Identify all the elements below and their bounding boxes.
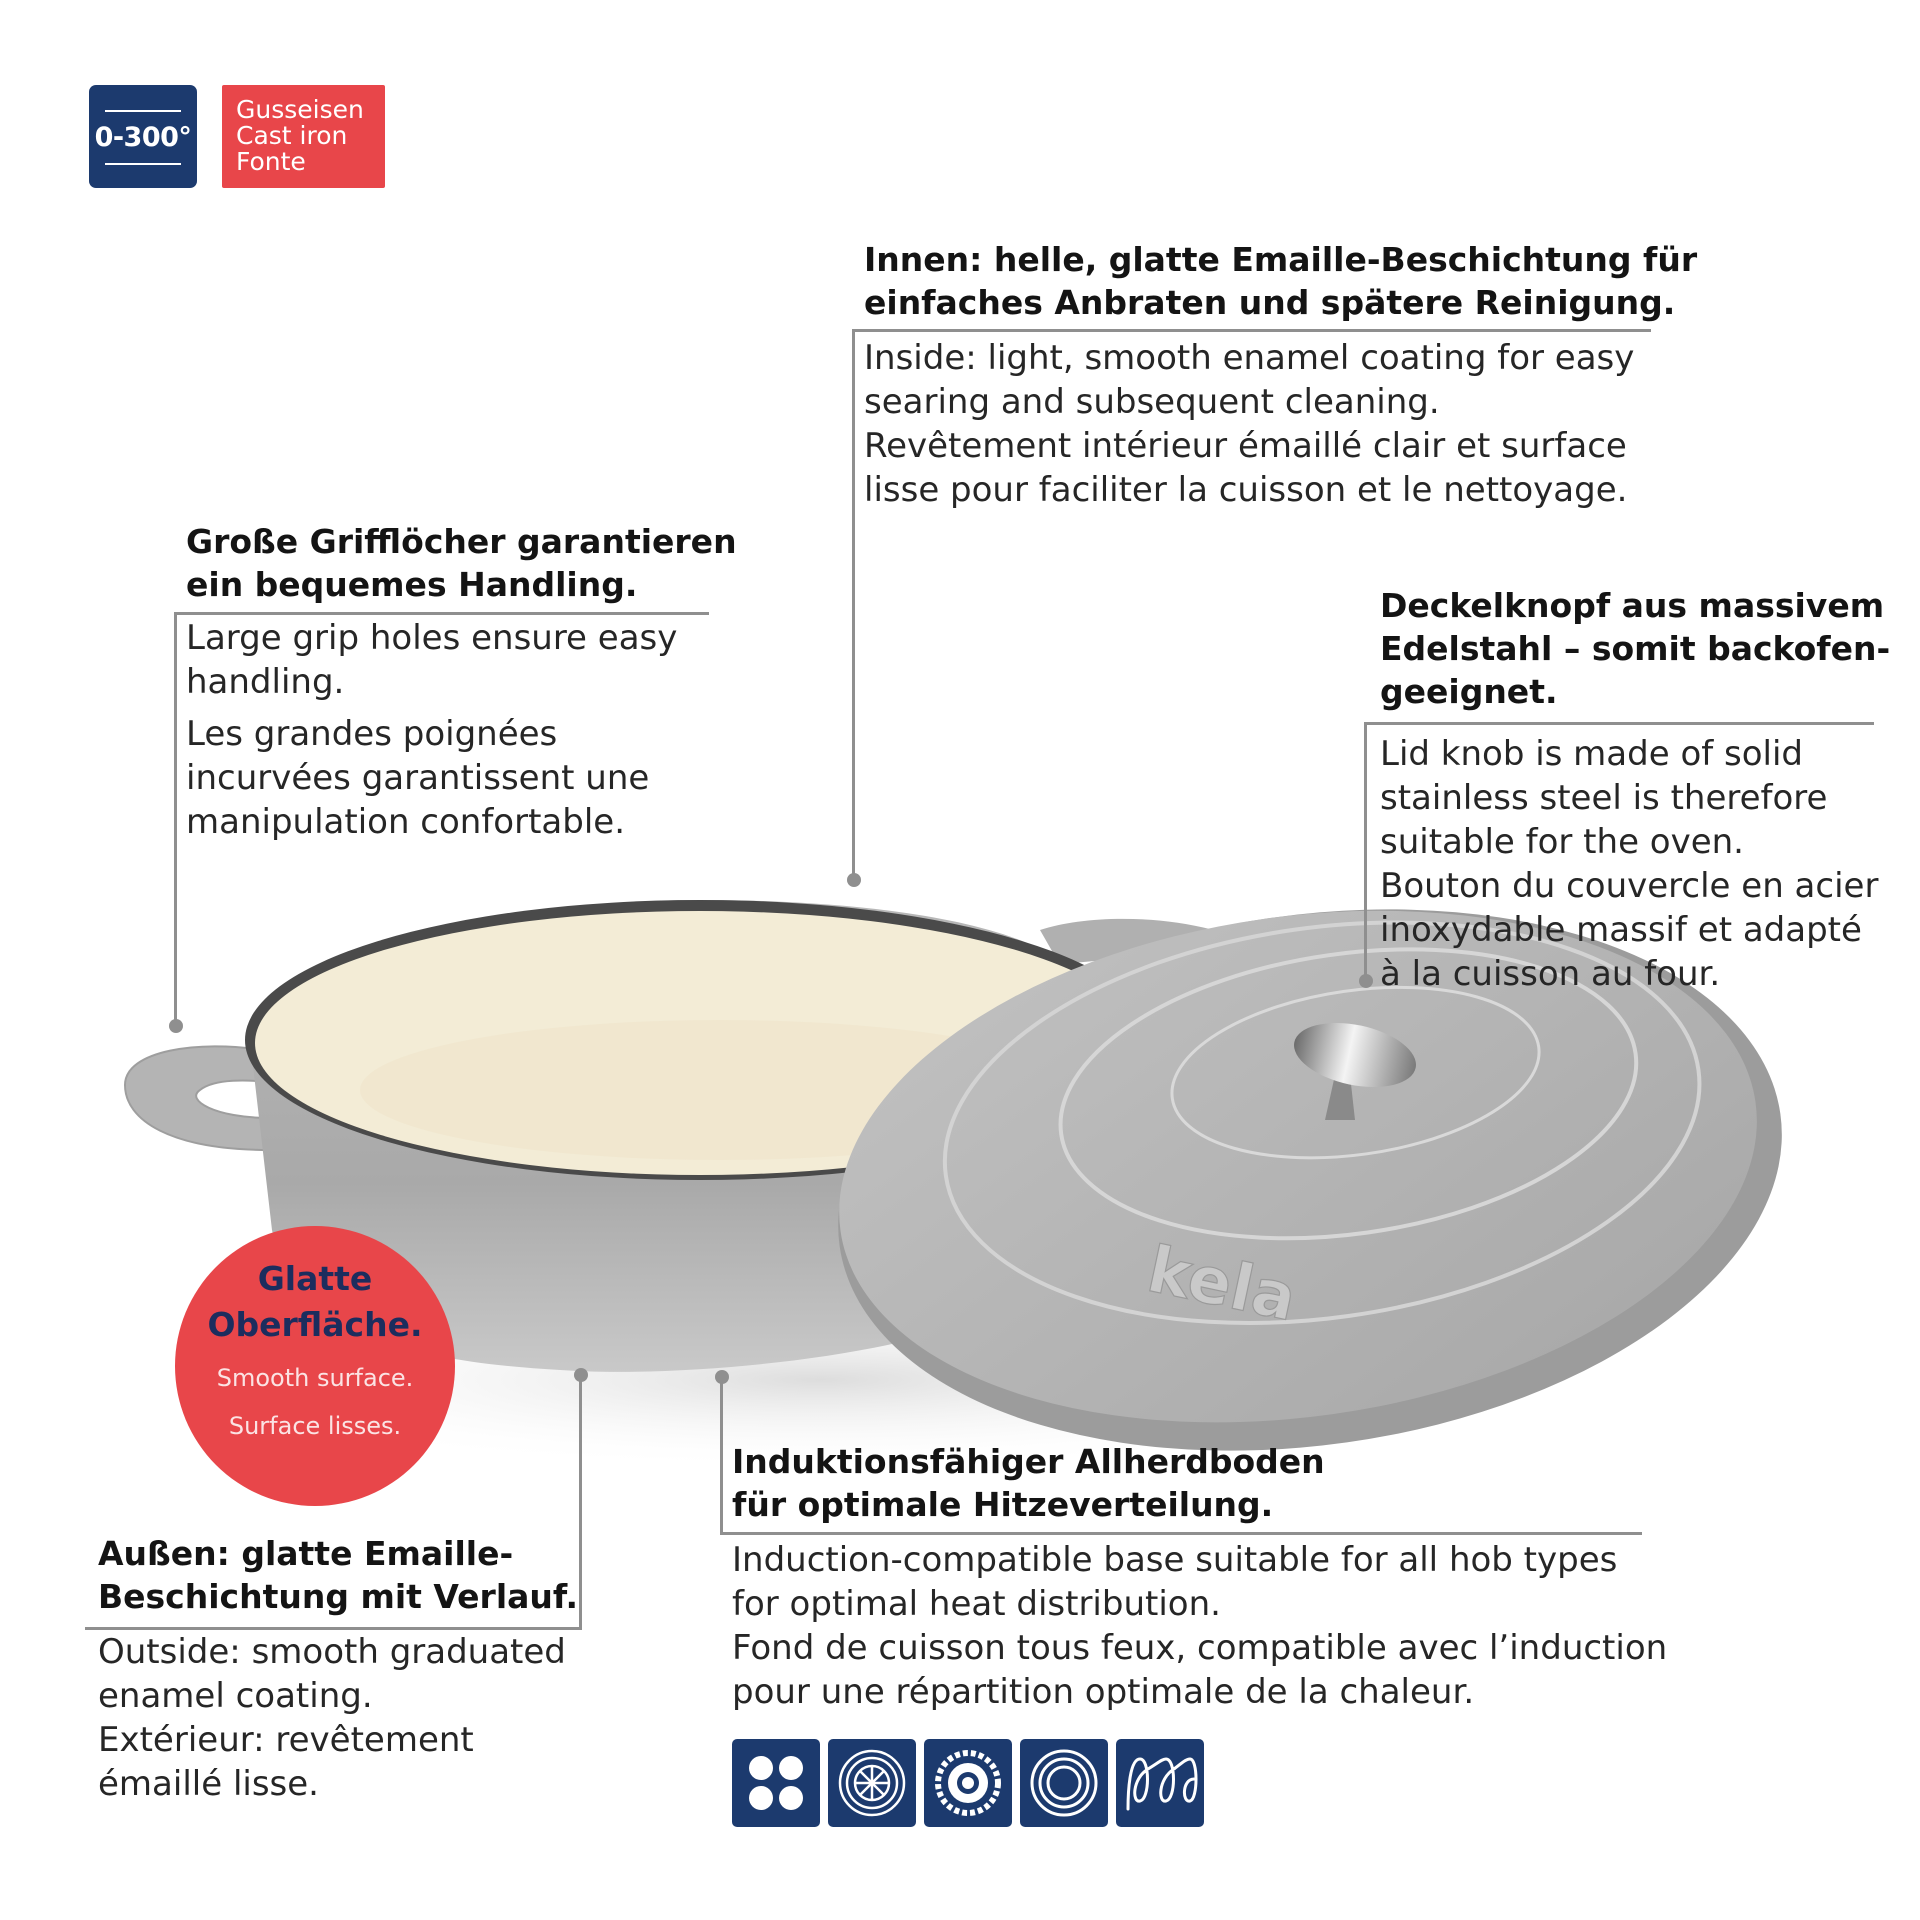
- knob-body-line-5: inoxydable massif et adapté: [1380, 910, 1862, 950]
- knob-body: [1380, 732, 1878, 996]
- knob-leader-dot: [1359, 974, 1373, 988]
- outside-body: [98, 1630, 566, 1806]
- inside-heading-line-1: Innen: helle, glatte Emaille-Beschichtung für: [864, 240, 1698, 279]
- inside-leader: [852, 329, 855, 881]
- knob-body-line-6: à la cuisson au four.: [1380, 954, 1721, 994]
- handles-leader: [174, 612, 177, 1024]
- knob-heading-line-2: Edelstahl – somit backofen-: [1380, 629, 1891, 668]
- knob-callout: [1380, 584, 1890, 713]
- knob-rule: [1364, 722, 1874, 725]
- inside-body-line-3: Revêtement intérieur émaillé clair et surface: [864, 426, 1627, 466]
- temperature-range: 0-300°: [94, 122, 192, 153]
- outside-callout: [98, 1532, 578, 1618]
- outside-leader-dot: [574, 1368, 588, 1382]
- knob-body-line-2: stainless steel is therefore: [1380, 778, 1828, 818]
- seal-fr: Surface lisses.: [228, 1412, 402, 1440]
- outside-body-line-4: émaillé lisse.: [98, 1764, 319, 1804]
- base-heading-line-1: Induktionsfähiger Allherdboden: [732, 1442, 1325, 1481]
- knob-leader: [1364, 722, 1367, 982]
- seal-title-line-1: Glatte: [257, 1259, 373, 1298]
- outside-leader: [579, 1373, 582, 1630]
- handles-body-en-1: Large grip holes ensure easy: [186, 618, 678, 658]
- handles-body: [186, 616, 677, 844]
- base-body: [732, 1538, 1667, 1714]
- outside-body-line-1: Outside: smooth graduated: [98, 1632, 566, 1672]
- handles-callout: [186, 520, 737, 606]
- handles-rule: [174, 612, 709, 615]
- handles-leader-dot: [169, 1019, 183, 1033]
- outside-body-line-3: Extérieur: revêtement: [98, 1720, 474, 1760]
- base-body-line-2: for optimal heat distribution.: [732, 1584, 1221, 1624]
- seal-en: Smooth surface.: [216, 1364, 414, 1392]
- seal-title-line-2: Oberfläche.: [207, 1305, 423, 1344]
- outside-heading-line-1: Außen: glatte Emaille-: [98, 1534, 514, 1573]
- knob-heading-line-1: Deckelknopf aus massivem: [1380, 586, 1885, 625]
- handles-body-en-2: handling.: [186, 662, 345, 702]
- inside-body: [864, 336, 1634, 512]
- base-leader-dot: [715, 1370, 729, 1384]
- inside-body-line-4: lisse pour faciliter la cuisson et le nettoyage.: [864, 470, 1628, 510]
- ceramic-hob-icon: [1020, 1739, 1108, 1827]
- seal-title: [175, 1256, 455, 1348]
- handles-body-fr-1: Les grandes poignées: [186, 714, 558, 754]
- base-body-line-4: pour une répartition optimale de la chaleur.: [732, 1672, 1475, 1712]
- handles-heading-line-2: ein bequemes Handling.: [186, 565, 638, 604]
- handles-body-fr-2: incurvées garantissent une: [186, 758, 650, 798]
- material-fr: Fonte: [236, 147, 306, 176]
- left-handle: [125, 1046, 270, 1150]
- inside-rule: [852, 329, 1651, 332]
- base-body-line-1: Induction-compatible base suitable for all hob types: [732, 1540, 1618, 1580]
- gas-burner-icon: [732, 1739, 820, 1827]
- inside-body-line-1: Inside: light, smooth enamel coating for easy: [864, 338, 1635, 378]
- knob-body-line-1: Lid knob is made of solid: [1380, 734, 1804, 774]
- inside-heading-line-2: einfaches Anbraten und spätere Reinigung.: [864, 283, 1676, 322]
- smooth-surface-seal: [175, 1226, 455, 1506]
- handles-body-fr-3: manipulation confortable.: [186, 802, 626, 842]
- base-heading-line-2: für optimale Hitzeverteilung.: [732, 1485, 1274, 1524]
- knob-heading-line-3: geeignet.: [1380, 672, 1558, 711]
- halogen-hob-icon: [828, 1739, 916, 1827]
- knob-body-line-3: suitable for the oven.: [1380, 822, 1744, 862]
- inside-body-line-2: searing and subsequent cleaning.: [864, 382, 1440, 422]
- base-callout: [732, 1440, 1325, 1526]
- knob-body-line-4: Bouton du couvercle en acier: [1380, 866, 1879, 906]
- inside-callout: [864, 238, 1697, 324]
- handles-heading-line-1: Große Grifflöcher garantieren: [186, 522, 737, 561]
- base-body-line-3: Fond de cuisson tous feux, compatible avec l’induction: [732, 1628, 1668, 1668]
- outside-heading-line-2: Beschichtung mit Verlauf.: [98, 1577, 578, 1616]
- induction-hob-icon: [1116, 1739, 1204, 1827]
- electric-hob-icon: [924, 1739, 1012, 1827]
- outside-body-line-2: enamel coating.: [98, 1676, 373, 1716]
- material-en: Cast iron: [236, 121, 348, 150]
- material-de: Gusseisen: [236, 95, 364, 124]
- base-rule: [720, 1532, 1642, 1535]
- lid-brand: kela: [1141, 1232, 1303, 1337]
- inside-leader-dot: [847, 873, 861, 887]
- base-leader: [720, 1375, 723, 1535]
